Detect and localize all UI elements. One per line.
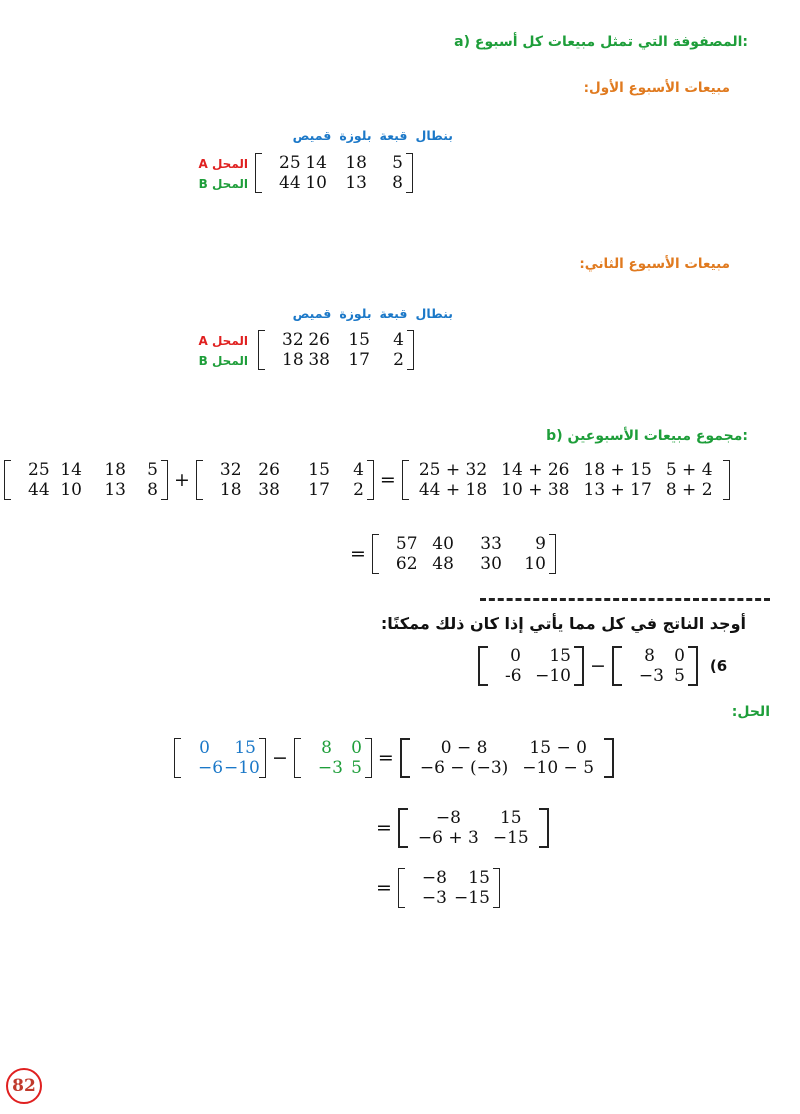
week1-table	[255, 128, 453, 143]
m1-cell: 10	[305, 173, 327, 193]
shop-b-label: المحل B	[198, 354, 248, 368]
dashed-divider	[480, 598, 770, 601]
cell: 0	[199, 738, 210, 758]
equals-sign: =	[377, 747, 394, 769]
equals-sign: =	[376, 877, 392, 899]
section-a-label: a)	[454, 34, 471, 50]
header-cap: قبعة	[379, 306, 408, 321]
step2-result-matrix	[398, 808, 549, 848]
cell: 5 + 4	[665, 460, 713, 480]
cell: 44 + 18	[418, 480, 488, 500]
cell: 8 + 2	[665, 480, 713, 500]
cell: 57	[395, 534, 418, 554]
week2-table	[255, 306, 453, 321]
result-matrix	[372, 534, 556, 574]
cell: 2	[353, 480, 364, 500]
header-blouse: بلوزة	[339, 306, 372, 321]
cell: 14	[60, 460, 82, 480]
m2-cell: 18	[282, 350, 304, 370]
cell: −15	[454, 888, 490, 908]
header-shirt: قميص	[292, 306, 332, 321]
cell: 8	[644, 646, 655, 666]
cell: 30	[480, 554, 502, 574]
header-pants: بنطال	[415, 306, 453, 321]
shop-a-label: المحل A	[198, 157, 248, 171]
step3-result-matrix	[398, 868, 500, 908]
m1-cell: 18	[345, 153, 367, 173]
cell: 18	[104, 460, 126, 480]
cell: −6 + 3	[417, 828, 479, 848]
cell: 10 + 38	[501, 480, 570, 500]
cell: 0	[510, 646, 521, 666]
step1-right-matrix	[294, 738, 372, 778]
m1-cell: 44	[279, 173, 301, 193]
header-shirt: قميص	[292, 128, 332, 143]
page-number: 82	[6, 1068, 42, 1104]
cell: −6 − (−3)	[419, 758, 509, 778]
cell: 26	[258, 460, 280, 480]
cell: −3	[421, 888, 447, 908]
sum-expression-matrix	[402, 460, 730, 500]
week1-matrix	[255, 153, 413, 193]
cell: 15	[499, 808, 522, 828]
sum-week2-matrix	[196, 460, 374, 500]
week2-matrix	[258, 330, 414, 370]
solution-step1	[174, 738, 614, 778]
cell: −10 − 5	[522, 758, 595, 778]
cell: 9	[535, 534, 546, 554]
cell: −8	[421, 868, 447, 888]
cell: 44	[28, 480, 50, 500]
exercise-left-matrix	[478, 646, 584, 686]
solution-label: الحل:	[731, 704, 770, 720]
m1-cell: 5	[392, 153, 403, 173]
cell: 5	[674, 666, 685, 686]
cell: 14 + 26	[501, 460, 570, 480]
equals-sign: =	[379, 469, 396, 491]
cell: 8	[321, 738, 332, 758]
cell: 48	[432, 554, 454, 574]
cell: 8	[147, 480, 158, 500]
cell: −3	[317, 758, 343, 778]
section-b-label: b)	[546, 428, 563, 444]
m2-cell: 32	[282, 330, 304, 350]
section-b-heading	[546, 428, 748, 444]
cell: −15	[492, 828, 529, 848]
cell: 13	[104, 480, 126, 500]
cell: 25	[28, 460, 50, 480]
cell: 25 + 32	[418, 460, 488, 480]
minus-sign: −	[590, 655, 606, 677]
header-cap: قبعة	[379, 128, 408, 143]
cell: 15 − 0	[529, 738, 587, 758]
sum-week1-matrix	[4, 460, 168, 500]
exercise-right-matrix	[612, 646, 698, 686]
cell: 10	[524, 554, 546, 574]
cell: 15	[234, 738, 256, 758]
cell: 13 + 17	[583, 480, 652, 500]
cell: 10	[60, 480, 82, 500]
m2-cell: 15	[348, 330, 370, 350]
week2-title: مبيعات الأسبوع الثاني:	[579, 256, 730, 272]
cell: 5	[351, 758, 362, 778]
cell: −10	[535, 666, 571, 686]
equals-sign: =	[350, 543, 366, 565]
cell: 4	[353, 460, 364, 480]
cell: 0 − 8	[440, 738, 488, 758]
week1-title: مبيعات الأسبوع الأول:	[583, 80, 730, 96]
cell: 5	[147, 460, 158, 480]
cell: −3	[638, 666, 664, 686]
cell: −8	[435, 808, 461, 828]
cell: 33	[480, 534, 502, 554]
week2-shop-labels	[190, 331, 248, 371]
week1-shop-labels	[190, 154, 248, 194]
cell: 40	[432, 534, 454, 554]
solution-step3	[370, 868, 500, 908]
m2-cell: 4	[393, 330, 404, 350]
cell: 62	[395, 554, 418, 574]
exercise-number: (6	[709, 657, 728, 675]
sum-result	[344, 534, 556, 574]
m1-cell: 8	[392, 173, 403, 193]
week1-headers	[255, 128, 453, 143]
cell: 15	[308, 460, 330, 480]
cell: 15	[468, 868, 490, 888]
cell: 18 + 15	[583, 460, 652, 480]
cell: −10	[224, 758, 260, 778]
cell: 0	[351, 738, 362, 758]
cell: 17	[308, 480, 330, 500]
m2-cell: 38	[308, 350, 330, 370]
section-a-title: المصفوفة التي تمثل مبيعات كل أسبوع:	[474, 34, 748, 50]
section-b-title: مجموع مبيعات الأسبوعين:	[567, 428, 748, 444]
m1-cell: 13	[345, 173, 367, 193]
cell: 18	[219, 480, 242, 500]
m2-cell: 17	[348, 350, 370, 370]
step1-result-matrix	[400, 738, 614, 778]
header-blouse: بلوزة	[339, 128, 372, 143]
cell: -6	[505, 666, 522, 686]
header-pants: بنطال	[415, 128, 453, 143]
m1-cell: 25	[279, 153, 301, 173]
cell: −6	[198, 758, 224, 778]
cell: 32	[219, 460, 242, 480]
cell: 38	[258, 480, 280, 500]
shop-a-label: المحل A	[198, 334, 248, 348]
minus-sign: −	[272, 747, 288, 769]
exercise-expression	[478, 646, 727, 686]
week2-headers	[255, 306, 453, 321]
m1-cell: 14	[305, 153, 327, 173]
step1-left-matrix	[174, 738, 266, 778]
cell: 15	[549, 646, 571, 666]
shop-b-label: المحل B	[198, 177, 248, 191]
exercise-instruction: أوجد الناتج في كل مما يأتي إذا كان ذلك ممكنًا:	[380, 614, 746, 633]
cell: 0	[674, 646, 685, 666]
sum-equation	[4, 460, 730, 500]
m2-cell: 2	[393, 350, 404, 370]
section-a-heading	[454, 34, 748, 50]
plus-sign: +	[174, 469, 190, 491]
solution-step2	[370, 808, 549, 848]
m2-cell: 26	[308, 330, 330, 350]
equals-sign: =	[376, 817, 392, 839]
